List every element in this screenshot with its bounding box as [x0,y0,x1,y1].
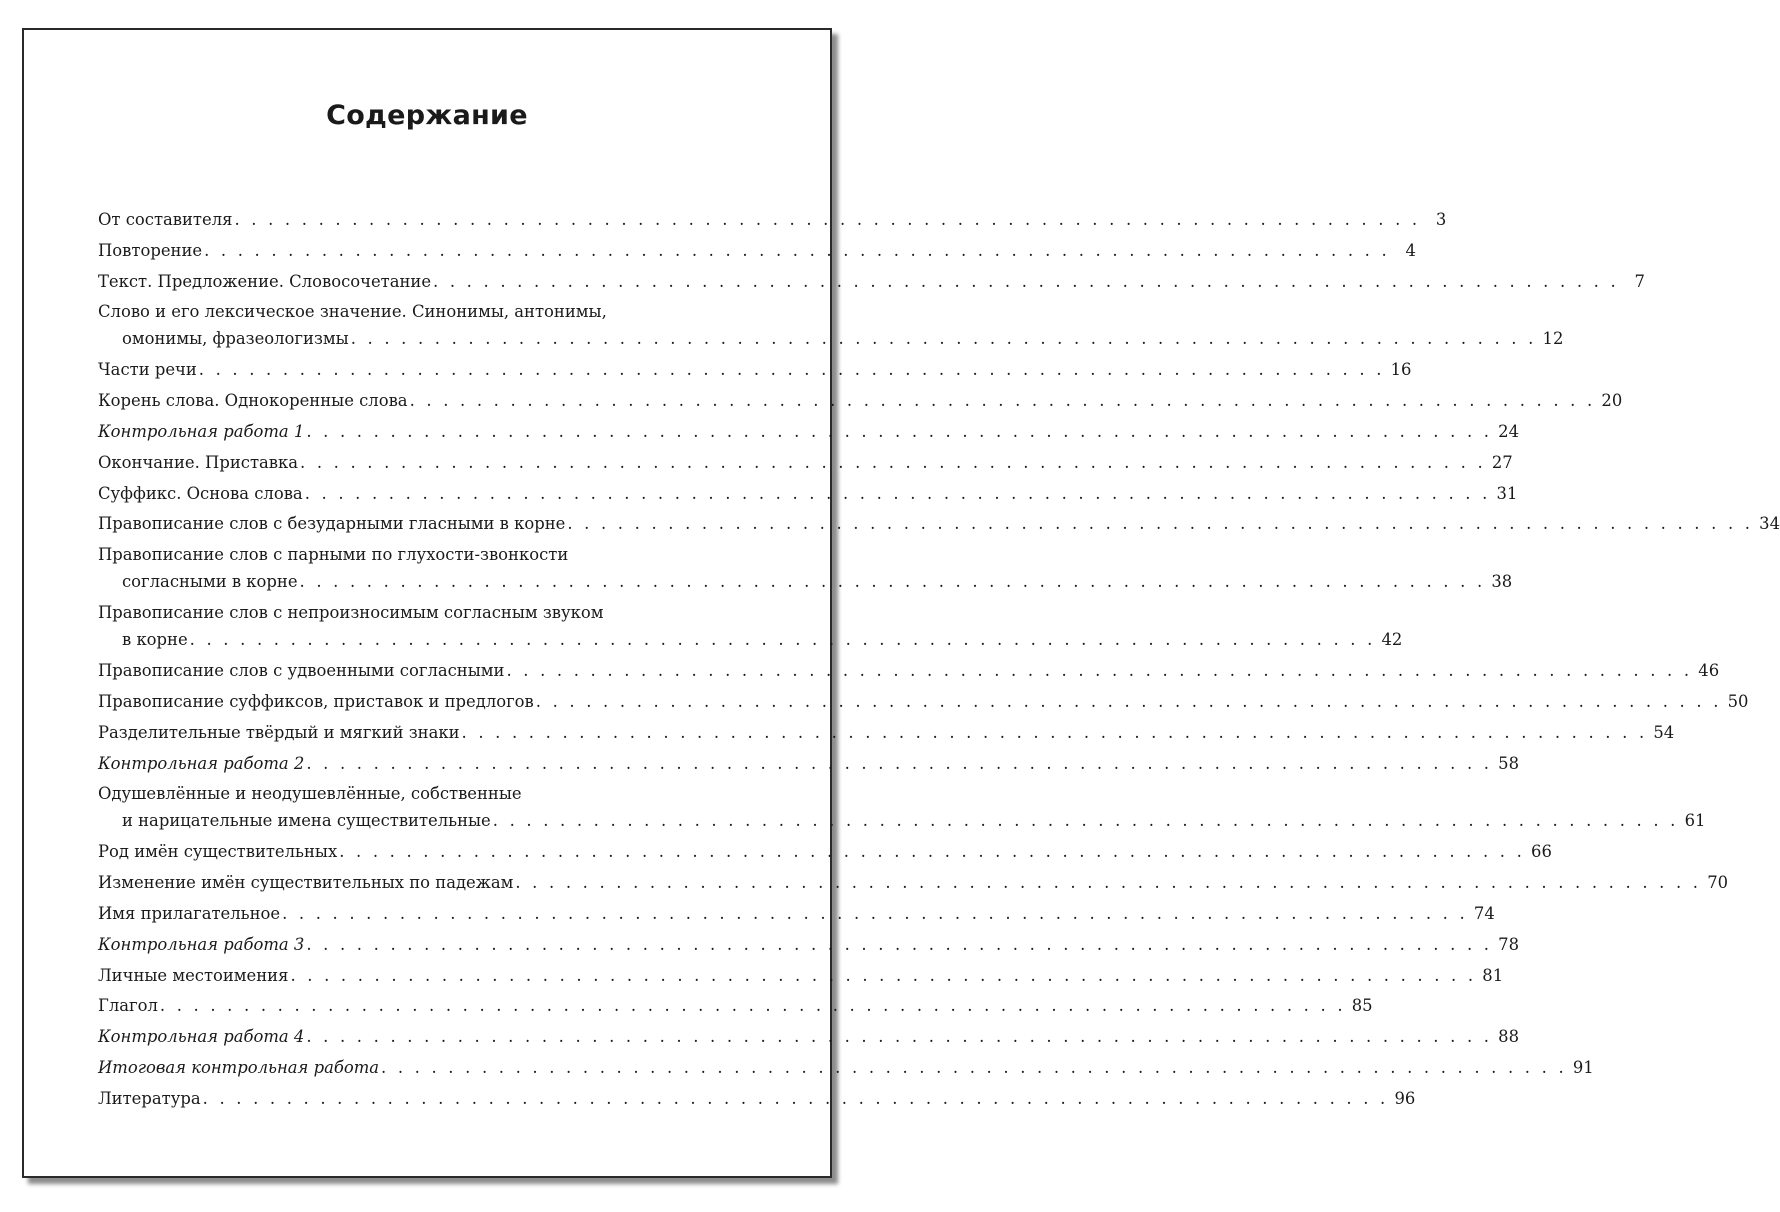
toc-entry-title: Контрольная работа 2 [98,753,305,773]
toc-entry [98,962,1504,993]
toc-entry-title: Части речи [98,360,197,380]
toc-entry-title-line: Слово и его лексическое значение. Синонимы, антонимы, [98,302,607,322]
dot-leader: . . . . . . . . . . . . . . . . . . . . . . . . . . . . . . . . . . . . . . . . . . . . . . . . . . . . . . . . . . . . . . . . . . . . . . . [198,360,1385,380]
dot-leader: . . . . . . . . . . . . . . . . . . . . . . . . . . . . . . . . . . . . . . . . . . . . . . . . . . . . . . . . . . . . . . . . . . . . . . . [159,996,1346,1016]
dot-leader: . . . . . . . . . . . . . . . . . . . . . . . . . . . . . . . . . . . . . . . . . . . . . . . . . . . . . . . . . . . . . . . . . . . . . . . [202,1088,1389,1108]
dot-leader: . . . . . . . . . . . . . . . . . . . . . . . . . . . . . . . . . . . . . . . . . . . . . . . . . . . . . . . . . . . . . . . . . . . . . . . [282,903,1468,923]
toc-entry [98,1085,1416,1116]
dot-leader: . . . . . . . . . . . . . . . . . . . . . . . . . . . . . . . . . . . . . . . . . . . . . . . . . . . . . . . . . . . . . . . . . . . . . . . [461,722,1648,742]
toc-entry-title: Личные местоимения [98,965,289,985]
dot-leader: . . . . . . . . . . . . . . . . . . . . . . . . . . . . . . . . . . . . . . . . . . . . . . . . . . . . . . . . . . . . . . . . . . . . . . . [535,691,1722,711]
toc-page-number: 27 [1491,452,1513,472]
toc-entry [98,1023,1520,1054]
dot-leader: . . . . . . . . . . . . . . . . . . . . . . . . . . . . . . . . . . . . . . . . . . . . . . . . . . . . . . . . . . . . . . . . . . . . . . . [492,811,1679,831]
table-of-contents [98,206,1780,1116]
dot-leader: . . . . . . . . . . . . . . . . . . . . . . . . . . . . . . . . . . . . . . . . . . . . . . . . . . . . . . . . . . . . . . . . . . . . . . . [433,271,1619,291]
toc-page-number: 70 [1707,873,1729,893]
toc-entry [98,719,1675,750]
toc-entry-title: Правописание суффиксов, приставок и предлогов [98,691,534,711]
toc-entry-title: Имя прилагательное [98,903,281,923]
toc-entry-title: Род имён существительных [98,842,338,862]
toc-entry-title: Итоговая контрольная работа [98,1057,380,1077]
toc-page-number: 91 [1572,1057,1594,1077]
toc-entry-title-line: Правописание слов с непроизносимым согласным звуком [98,603,604,623]
toc-entry [98,541,1513,599]
toc-page-number: 42 [1381,630,1403,650]
toc-page-number: 81 [1482,965,1504,985]
toc-entry-title: Повторение [98,240,203,260]
dot-leader: . . . . . . . . . . . . . . . . . . . . . . . . . . . . . . . . . . . . . . . . . . . . . . . . . . . . . . . . . . . . . . . . . . . . . . . [304,483,1491,503]
toc-entry-title: Изменение имён существительных по падежам [98,873,514,893]
toc-page-number: 58 [1498,753,1520,773]
dot-leader: . . . . . . . . . . . . . . . . . . . . . . . . . . . . . . . . . . . . . . . . . . . . . . . . . . . . . . . . . . . . . . . . . . . . . . . [515,873,1702,893]
toc-page-number: 38 [1491,572,1513,592]
toc-page-number: 3 [1435,210,1447,229]
dot-leader: . . . . . . . . . . . . . . . . . . . . . . . . . . . . . . . . . . . . . . . . . . . . . . . . . . . . . . . . . . . . . . . . . . . . . . . [234,210,1421,229]
dot-leader: . . . . . . . . . . . . . . . . . . . . . . . . . . . . . . . . . . . . . . . . . . . . . . . . . . . . . . . . . . . . . . . . . . . . . . . [350,329,1537,349]
dot-leader: . . . . . . . . . . . . . . . . . . . . . . . . . . . . . . . . . . . . . . . . . . . . . . . . . . . . . . . . . . . . . . . . . . . . . . . [506,661,1693,681]
toc-entry [98,750,1520,781]
toc-entry [98,298,1564,356]
dot-leader: . . . . . . . . . . . . . . . . . . . . . . . . . . . . . . . . . . . . . . . . . . . . . . . . . . . . . . . . . . . . . . . . . . . . . . . [189,630,1376,650]
toc-entry [98,657,1720,688]
toc-entry [98,838,1552,869]
dot-leader: . . . . . . . . . . . . . . . . . . . . . . . . . . . . . . . . . . . . . . . . . . . . . . . . . . . . . . . . . . . . . . . . . . . . . . . [306,753,1493,773]
toc-entry-title: Корень слова. Однокоренные слова [98,391,408,411]
toc-entry-title: Текст. Предложение. Словосочетание [98,271,432,291]
toc-entry [98,900,1495,931]
toc-entry [98,237,1416,268]
toc-entry-title: Глагол [98,996,158,1016]
toc-entry-title: согласными в корне [122,572,298,592]
dot-leader: . . . . . . . . . . . . . . . . . . . . . . . . . . . . . . . . . . . . . . . . . . . . . . . . . . . . . . . . . . . . . . . . . . . . . . . [290,965,1477,985]
toc-page-number: 88 [1498,1027,1520,1047]
toc-entry-title: Разделительные твёрдый и мягкий знаки [98,722,460,742]
toc-page-number: 85 [1351,996,1373,1016]
toc-entry [98,780,1706,838]
dot-leader: . . . . . . . . . . . . . . . . . . . . . . . . . . . . . . . . . . . . . . . . . . . . . . . . . . . . . . . . . . . . . . . . . . . . . . . [306,1027,1493,1047]
toc-page-number: 4 [1405,240,1416,260]
toc-entry [98,1054,1594,1085]
toc-entry [98,992,1373,1023]
toc-entry-title: Контрольная работа 1 [98,421,305,441]
toc-page-number: 24 [1498,421,1520,441]
dot-leader: . . . . . . . . . . . . . . . . . . . . . . . . . . . . . . . . . . . . . . . . . . . . . . . . . . . . . . . . . . . . . . . . . . . . . . . [567,514,1754,534]
toc-entry-title: От составителя [98,210,233,229]
toc-page-number: 7 [1634,271,1645,291]
toc-entry-title-line: Правописание слов с парными по глухости-звонкости [98,545,569,565]
toc-entry [98,206,1447,237]
dot-leader: . . . . . . . . . . . . . . . . . . . . . . . . . . . . . . . . . . . . . . . . . . . . . . . . . . . . . . . . . . . . . . . . . . . . . . . [381,1057,1567,1077]
dot-leader: . . . . . . . . . . . . . . . . . . . . . . . . . . . . . . . . . . . . . . . . . . . . . . . . . . . . . . . . . . . . . . . . . . . . . . . [409,391,1596,411]
toc-entry-title: Суффикс. Основа слова [98,483,303,503]
toc-entry [98,480,1518,511]
dot-leader: . . . . . . . . . . . . . . . . . . . . . . . . . . . . . . . . . . . . . . . . . . . . . . . . . . . . . . . . . . . . . . . . . . . . . . . [339,842,1526,862]
toc-page-number: 61 [1684,811,1706,831]
toc-entry-title: Контрольная работа 4 [98,1027,305,1047]
toc-page-number: 12 [1542,329,1564,349]
toc-page-number: 34 [1759,514,1780,534]
toc-page-number: 46 [1698,661,1720,681]
toc-entry [98,356,1412,387]
toc-entry [98,510,1780,541]
toc-entry [98,449,1513,480]
dot-leader: . . . . . . . . . . . . . . . . . . . . . . . . . . . . . . . . . . . . . . . . . . . . . . . . . . . . . . . . . . . . . . . . . . . . . . . [306,934,1493,954]
toc-entry-title-line: Одушевлённые и неодушевлённые, собственные [98,784,522,804]
toc-page-number: 50 [1727,691,1749,711]
toc-entry-title: Окончание. Приставка [98,452,299,472]
toc-page-number: 96 [1394,1088,1416,1108]
toc-entry [98,599,1403,657]
dot-leader: . . . . . . . . . . . . . . . . . . . . . . . . . . . . . . . . . . . . . . . . . . . . . . . . . . . . . . . . . . . . . . . . . . . . . . . [300,452,1486,472]
dot-leader: . . . . . . . . . . . . . . . . . . . . . . . . . . . . . . . . . . . . . . . . . . . . . . . . . . . . . . . . . . . . . . . . . . . . . . . [306,421,1493,441]
toc-page-number: 54 [1653,722,1675,742]
toc-entry [98,869,1729,900]
document-page [22,28,1780,1178]
toc-entry-title: Правописание слов с безударными гласными в корне [98,514,566,534]
toc-entry-title: омонимы, фразеологизмы [122,329,349,349]
toc-entry [98,931,1520,962]
toc-entry-title: Контрольная работа 3 [98,934,305,954]
toc-page-number: 31 [1496,483,1518,503]
dot-leader: . . . . . . . . . . . . . . . . . . . . . . . . . . . . . . . . . . . . . . . . . . . . . . . . . . . . . . . . . . . . . . . . . . . . . . . [204,240,1390,260]
toc-page-number: 16 [1390,360,1412,380]
toc-entry [98,418,1520,449]
toc-entry [98,688,1749,719]
toc-page-number: 20 [1601,391,1623,411]
toc-page-number: 74 [1473,903,1495,923]
dot-leader: . . . . . . . . . . . . . . . . . . . . . . . . . . . . . . . . . . . . . . . . . . . . . . . . . . . . . . . . . . . . . . . . . . . . . . . [299,572,1486,592]
toc-entry-title: в корне [122,630,188,650]
toc-entry-title: Правописание слов с удвоенными согласными [98,661,505,681]
toc-entry [98,268,1645,299]
toc-entry-title: и нарицательные имена существительные [122,811,491,831]
toc-page-number: 78 [1498,934,1520,954]
toc-entry-title: Литература [98,1088,201,1108]
page-title: Содержание [326,100,528,131]
toc-page-number: 66 [1531,842,1552,862]
toc-entry [98,387,1623,418]
